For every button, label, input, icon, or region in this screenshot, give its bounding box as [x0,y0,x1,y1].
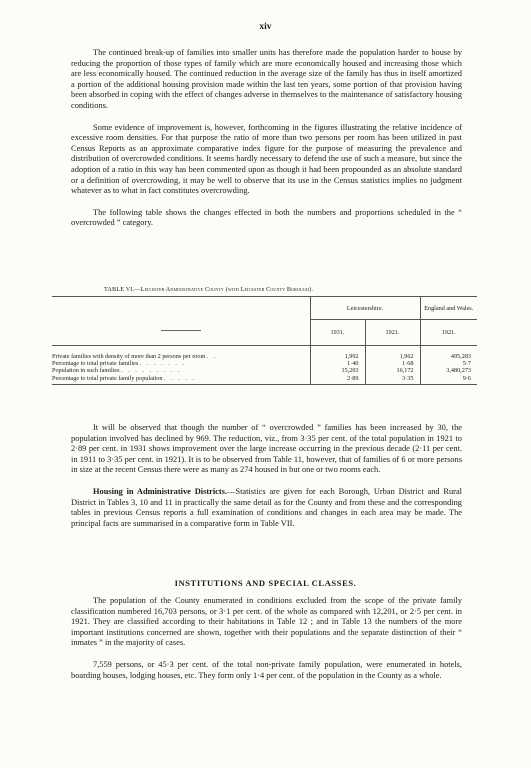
paragraph-housing-districts: Housing in Administrative Districts.—Statistics are given for each Borough, Urban District and Rural District in Tables 3, 10 and 11 in practically the same detail as for the County and from these and the corresponding tables in previous Census reports a full examination of conditions and changes in each area may be made. The principal facts are summarised in a comparative form in Table VII. [71,486,462,528]
year-header-1921: 1921. [365,320,420,346]
cell-1931: 1·40 [310,360,365,367]
page-number: xiv [259,22,272,32]
year-header-1931: 1931. [310,320,365,346]
table-number: TABLE VI.— [104,286,141,293]
year-header-england-1921: 1921. [420,320,477,346]
post-table-text [71,423,462,529]
table-row [52,360,477,367]
section-heading: INSTITUTIONS AND SPECIAL CLASSES. [174,578,357,588]
row-label: Percentage to total private family population . . . . . [52,375,310,385]
intro-text [71,48,462,229]
cell-england-1921: 3,480,273 [420,367,477,374]
cell-1921: 3·35 [365,375,420,385]
row-label: Private families with density of more than 2 persons per room . . [52,346,310,361]
paragraph-family-breakup: The continued break-up of families into smaller units has therefore made the population harder to house by reducing the proportion of those types of family which are more economically housed and increasing those which are less economically housed. The continued reduction in the average size of the family has thus in itself amortized a portion of the additional housing provision made within the last ten years, some portion of that provision having been absorbed in coping with the effect of changes adverse in themselves to the maintenance of satisfactory housing conditions. [71,48,462,110]
stub-rule [161,330,201,331]
institutions-text [71,596,462,681]
cell-1921: 1,962 [365,346,420,361]
cell-1931: 2·89 [310,375,365,385]
leicestershire-header: Leicestershire. [310,297,420,320]
table-row [52,346,477,361]
cell-england-1921: 9·6 [420,375,477,385]
housing-lead-heading: Housing in Administrative Districts. [93,486,228,496]
row-label: Percentage to total private families . . . . . . . [52,360,186,368]
cell-england-1921: 495,283 [420,346,477,361]
row-label: Population in such families . . . . . . . . . [52,367,182,375]
paragraph-room-densities: Some evidence of improvement is, however, forthcoming in the figures illustrating the relative incidence of excessive room densities. For that purpose the ratio of more than two persons per room has been utilized in past Census Reports as an approximate comparative index figure for the purpose of measuring the prevalence and distribution of overcrowded conditions. It seems hardly necessary to defend the use of such a measure, but since the adoption of a ratio in this way has been commented upon as though it had been propounded as an absolute standard or a definition of overcrowding, it may be well to observe that its use in the Census statistics implies no judgment whatever as to what in fact constitutes overcrowding. [71,122,462,196]
paragraph-table-intro: The following table shows the changes effected in both the numbers and proportions scheduled in the “ overcrowded ” category. [71,207,462,228]
paragraph-institutions: The population of the County enumerated in conditions excluded from the scope of the private family classification numbered 16,703 persons, or 3·1 per cent. of the whole as compared with 12,201, or 2·5 per cent. in 1921. They are classified according to their habitations in Table 12 ; and in Table 13 the numbers of the more important institutions concerned are shown, together with their populations and the separate distinction of their “ inmates ” in the majority of cases. [71,596,462,648]
table-caption: Leicester Administrative County (with Leicester County Borough). [140,286,314,293]
table-header-row [52,297,477,320]
cell-1921: 1·68 [365,360,420,367]
england-wales-header: England and Wales. [420,297,477,320]
table-title [104,286,313,293]
paragraph-hotels: 7,559 persons, or 45·3 per cent. of the total non-private family population, were enumerated in hotels, boarding houses, lodging houses, etc. They form only 1·4 per cent. of the population in the County as a whole. [71,659,462,680]
table-row [52,367,477,374]
table-stub-header [52,297,310,346]
paragraph-observation: It will be observed that though the number of “ overcrowded ” families has been increased by 30, the population involved has declined by 969. The reduction, viz., from 3·35 per cent. of the total population in 1921 to 2·89 per cent. in 1931 shows improvement over the large increase occurring in the previous decade (2·11 per cent. in 1911 to 3·35 per cent. in 1921). It is to be observed from Table 11, however, that of families of 6 or more persons in size at the recent Census there were as many as 274 housed in but one or two rooms each. [71,423,462,475]
table-row [52,375,477,385]
overcrowding-table [52,296,477,385]
cell-1931: 15,203 [310,367,365,374]
cell-england-1921: 5·7 [420,360,477,367]
cell-1921: 16,172 [365,367,420,374]
cell-1931: 1,992 [310,346,365,361]
